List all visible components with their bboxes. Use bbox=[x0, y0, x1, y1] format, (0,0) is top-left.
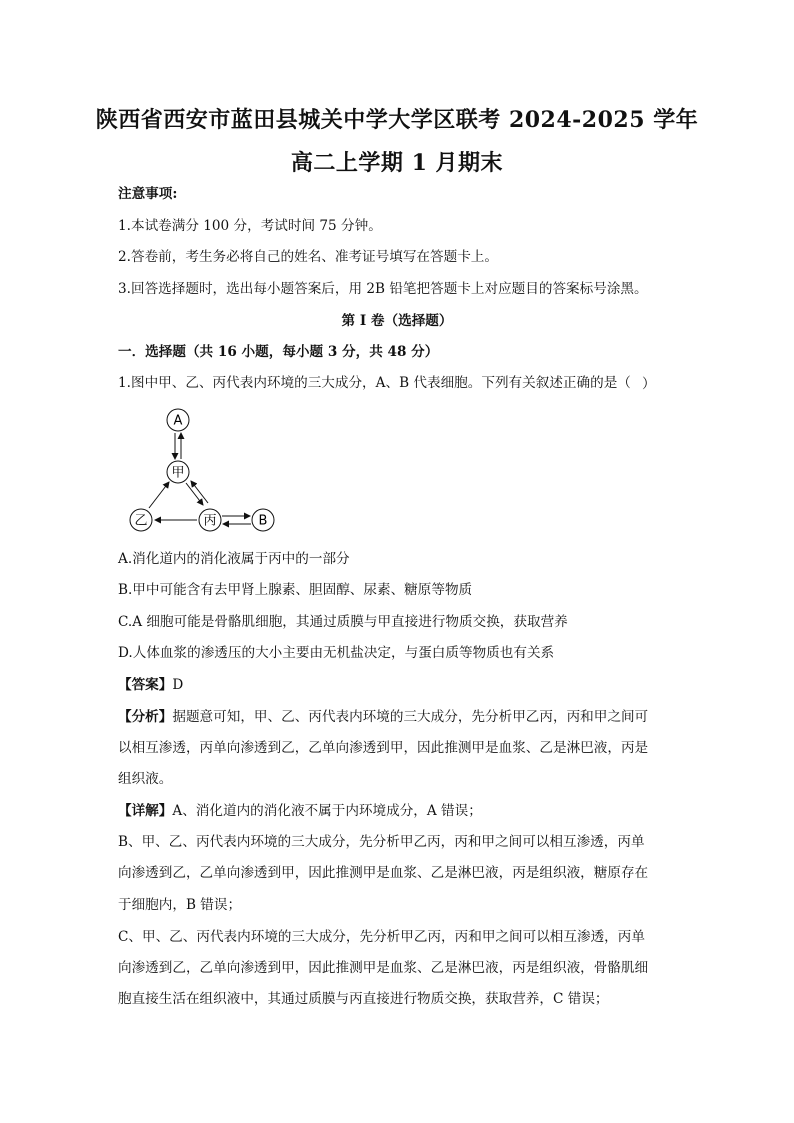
answer-value: D bbox=[172, 677, 184, 693]
node-jia bbox=[167, 461, 189, 483]
analysis-text-1: 据题意可知，甲、乙、丙代表内环境的三大成分，先分析甲乙丙，丙和甲之间可 bbox=[172, 709, 649, 725]
node-b bbox=[252, 509, 274, 531]
node-a-label: A bbox=[173, 413, 183, 429]
option-d: D.人体血浆的渗透压的大小主要由无机盐决定，与蛋白质等物质也有关系 bbox=[118, 645, 555, 661]
detail-line-7: 胞直接生活在组织液中，其通过质膜与丙直接进行物质交换，获取营养，C 错误； bbox=[118, 991, 609, 1007]
question-1-stem-close: ） bbox=[642, 376, 656, 392]
analysis-line-3: 组织液。 bbox=[118, 771, 173, 787]
volume-title: 第 I 卷（选择题） bbox=[341, 313, 453, 329]
detail-line-1 bbox=[118, 800, 482, 822]
analysis-label: 【分析】 bbox=[118, 709, 173, 725]
notice-item-3: 3.回答选择题时，选出每小题答案后，用 2B 铅笔把答题卡上对应题目的答案标号涂黑。 bbox=[118, 281, 648, 297]
node-yi-label: 乙 bbox=[134, 513, 148, 529]
inner-environment-diagram bbox=[120, 404, 300, 534]
detail-line-6: 向渗透到乙，乙单向渗透到甲，因此推测甲是血浆、乙是淋巴液，丙是组织液，骨骼肌细 bbox=[118, 960, 649, 976]
node-bing-label: 丙 bbox=[203, 513, 217, 529]
node-jia-label: 甲 bbox=[171, 465, 185, 481]
detail-label: 【详解】 bbox=[118, 803, 173, 819]
answer-label: 【答案】 bbox=[118, 677, 173, 693]
arrow-yi-to-jia bbox=[149, 482, 169, 508]
node-a bbox=[167, 409, 189, 431]
notice-item-1: 1.本试卷满分 100 分，考试时间 75 分钟。 bbox=[118, 218, 382, 234]
analysis-line-1 bbox=[118, 706, 648, 728]
option-b: B.甲中可能含有去甲肾上腺素、胆固醇、尿素、糖原等物质 bbox=[118, 582, 473, 598]
option-c: C.A 细胞可能是骨骼肌细胞，其通过质膜与甲直接进行物质交换，获取营养 bbox=[118, 614, 568, 630]
detail-line-5: C、甲、乙、丙代表内环境的三大成分，先分析甲乙丙，丙和甲之间可以相互渗透，丙单 bbox=[118, 929, 645, 945]
detail-line-2: B、甲、乙、丙代表内环境的三大成分，先分析甲乙丙，丙和甲之间可以相互渗透，丙单 bbox=[118, 834, 645, 850]
page-title-line1: 陕西省西安市蓝田县城关中学大学区联考 2024-2025 学年 bbox=[95, 107, 699, 133]
detail-text-1: A、消化道内的消化液不属于内环境成分，A 错误； bbox=[172, 803, 482, 819]
option-a: A.消化道内的消化液属于丙中的一部分 bbox=[118, 551, 350, 567]
node-bing bbox=[199, 509, 221, 531]
detail-line-3: 向渗透到乙，乙单向渗透到甲，因此推测甲是血浆、乙是淋巴液，丙是组织液，糖原存在 bbox=[118, 865, 649, 881]
question-1-stem: 1.图中甲、乙、丙代表内环境的三大成分，A、B 代表细胞。下列有关叙述正确的是（ bbox=[118, 375, 631, 391]
node-yi bbox=[130, 509, 152, 531]
answer-line bbox=[118, 674, 183, 696]
node-b-label: B bbox=[258, 513, 268, 529]
notice-item-2: 2.答卷前，考生务必将自己的姓名、准考证号填写在答题卡上。 bbox=[118, 249, 498, 265]
analysis-line-2: 以相互渗透，丙单向渗透到乙，乙单向渗透到甲，因此推测甲是血浆、乙是淋巴液，丙是 bbox=[118, 740, 649, 756]
notice-heading: 注意事项: bbox=[118, 186, 178, 202]
page-title-line2: 高二上学期 1 月期末 bbox=[290, 150, 504, 176]
detail-line-4: 于细胞内，B 错误； bbox=[118, 897, 242, 913]
part-title: 一．选择题（共 16 小题，每小题 3 分，共 48 分） bbox=[118, 344, 439, 360]
